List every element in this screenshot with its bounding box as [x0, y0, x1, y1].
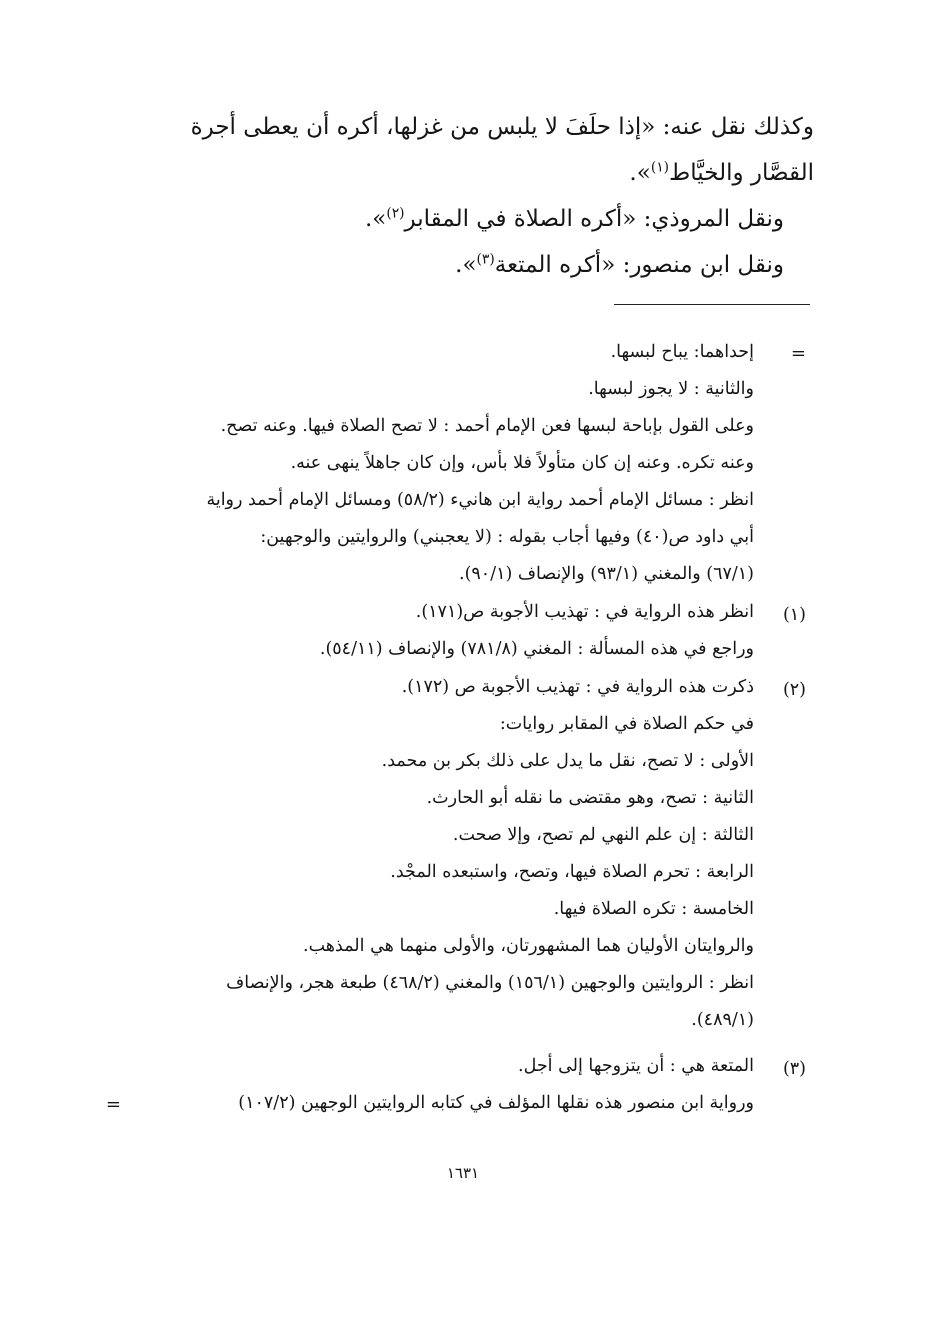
main-text-line-2-text: القصَّار والخيَّاط: [669, 160, 814, 186]
footnote-3-number: (٣): [782, 1059, 806, 1079]
footnote-2-line-9: انظر : الروايتين والوجهين (١٥٦/١) والمغني (٤٦٨/٢) طبعة هجر، والإنصاف: [226, 973, 754, 993]
footnote-2-line-4: الثانية : تصح، وهو مقتضى ما نقله أبو الحارث.: [426, 788, 754, 808]
continuation-mark-top: =: [790, 343, 806, 364]
footnote-2-line-6: الرابعة : تحرم الصلاة فيها، وتصح، واستبعده المجْد.: [390, 862, 754, 882]
footnote-2-line-8: والروايتان الأوليان هما المشهورتان، والأولى منهما هي المذهب.: [303, 936, 754, 956]
main-text-line-4: [455, 250, 784, 280]
cont-footnote-line-6: أبي داود ص(٤٠) وفيها أجاب بقوله : (لا يعجبني) والروايتين والوجهين:: [260, 527, 754, 547]
main-text-line-3: [365, 204, 784, 234]
main-text-line-2-end: ».: [629, 160, 651, 186]
main-text-line-3-end: ».: [364, 206, 387, 232]
footnote-ref-1[interactable]: (١): [650, 159, 670, 176]
footnote-1-line-2: وراجع في هذه المسألة : المغني (٧٨١/٨) والإنصاف (٥٤/١١).: [319, 639, 754, 659]
main-text-line-2: [629, 158, 814, 188]
cont-footnote-line-4: وعنه تكره. وعنه إن كان متأولاً فلا بأس، وإن كان جاهلاً ينهى عنه.: [290, 453, 754, 473]
page-number: ١٦٣١: [446, 1164, 480, 1182]
footnote-ref-2[interactable]: (٢): [386, 205, 405, 222]
footnote-1-number: (١): [782, 605, 806, 625]
footnote-2-line-7: الخامسة : تكره الصلاة فيها.: [553, 899, 754, 919]
footnote-2-line-3: الأولى : لا تصح، نقل ما يدل على ذلك بكر بن محمد.: [381, 751, 754, 771]
footnote-2-line-10: (٤٨٩/١).: [691, 1010, 754, 1030]
footnote-3-line-1: المتعة هي : أن يتزوجها إلى أجل.: [518, 1056, 754, 1076]
footnote-1-line-1: انظر هذه الرواية في : تهذيب الأجوبة ص(١٧١).: [415, 602, 754, 622]
footnote-2-line-2: في حكم الصلاة في المقابر روايات:: [499, 714, 754, 734]
footnote-3-line-2: ورواية ابن منصور هذه نقلها المؤلف في كتابه الروايتين الوجهين (١٠٧/٢): [238, 1093, 754, 1113]
footnote-separator: [614, 304, 810, 305]
main-text-line-4-end: ».: [455, 252, 477, 278]
footnote-ref-3[interactable]: (٣): [476, 251, 495, 268]
cont-footnote-line-2: والثانية : لا يجوز لبسها.: [588, 379, 754, 399]
cont-footnote-line-3: وعلى القول بإباحة لبسها فعن الإمام أحمد : لا تصح الصلاة فيها. وعنه تصح.: [220, 416, 754, 436]
cont-footnote-line-5: انظر : مسائل الإمام أحمد رواية ابن هانيء (٥٨/٢) ومسائل الإمام أحمد رواية: [206, 490, 754, 510]
continuation-mark-bottom: =: [105, 1094, 121, 1115]
cont-footnote-line-1: إحداهما: يباح لبسها.: [610, 342, 754, 362]
main-text-line-1: وكذلك نقل عنه: «إذا حلَفَ لا يلبس من غزلها، أكره أن يعطى أجرة: [190, 114, 814, 140]
footnote-2-line-5: الثالثة : إن علم النهي لم تصح، وإلا صحت.: [452, 825, 754, 845]
footnote-2-number: (٢): [782, 680, 806, 700]
footnote-2-line-1: ذكرت هذه الرواية في : تهذيب الأجوبة ص (١٧٢).: [401, 677, 754, 697]
main-text-line-4-text: ونقل ابن منصور: «أكره المتعة: [494, 252, 784, 278]
cont-footnote-line-7: (٦٧/١) والمغني (٩٣/١) والإنصاف (٩٠/١).: [459, 564, 754, 584]
main-text-line-3-text: ونقل المروذي: «أكره الصلاة في المقابر: [404, 206, 784, 232]
